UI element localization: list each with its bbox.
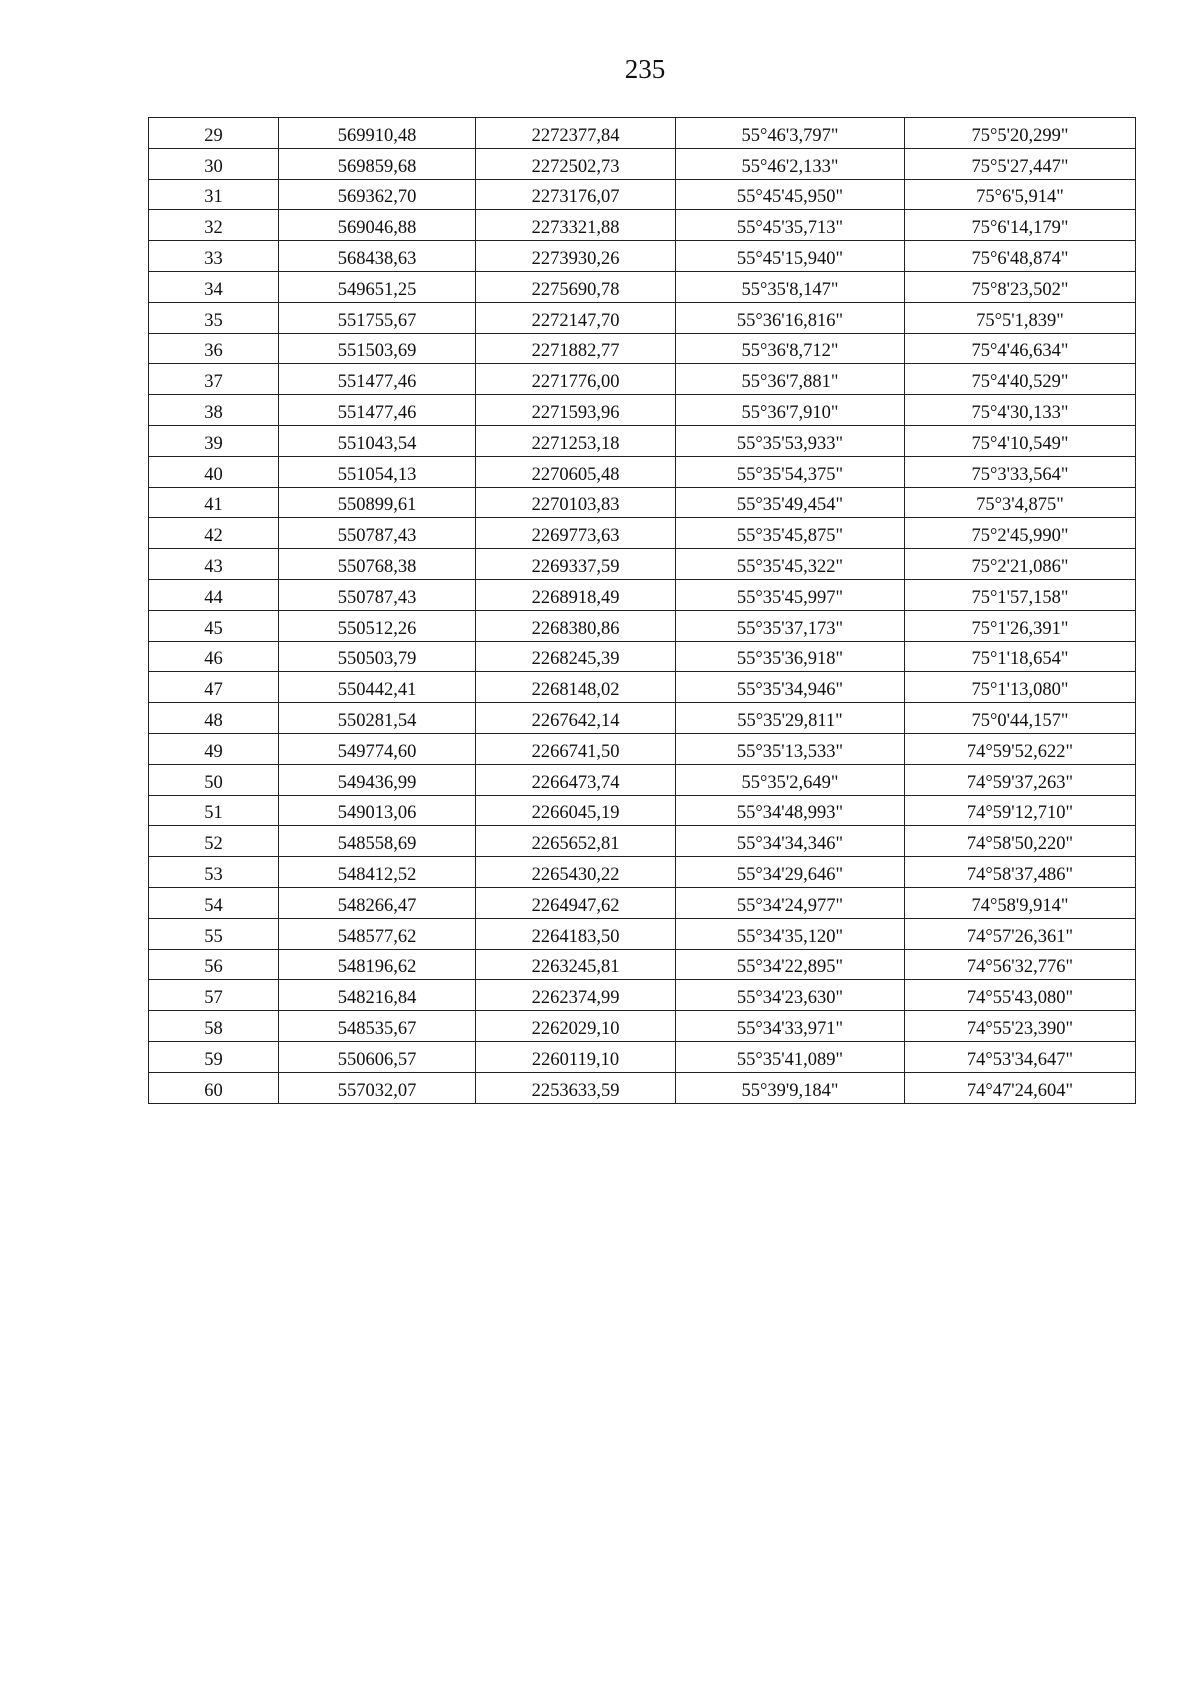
table-row xyxy=(149,118,1136,149)
latitude-cell: 55°46'2,133" xyxy=(676,148,905,179)
table-row xyxy=(149,887,1136,918)
longitude-cell: 75°1'13,080" xyxy=(905,672,1136,703)
x-coordinate-cell: 550442,41 xyxy=(279,672,476,703)
table-row xyxy=(149,148,1136,179)
latitude-cell: 55°45'35,713" xyxy=(676,210,905,241)
point-number-cell: 52 xyxy=(149,826,279,857)
y-coordinate-cell: 2269337,59 xyxy=(476,549,676,580)
table-row xyxy=(149,179,1136,210)
x-coordinate-cell: 549774,60 xyxy=(279,733,476,764)
point-number-cell: 41 xyxy=(149,487,279,518)
latitude-cell: 55°45'15,940" xyxy=(676,241,905,272)
point-number-cell: 54 xyxy=(149,887,279,918)
x-coordinate-cell: 569859,68 xyxy=(279,148,476,179)
longitude-cell: 75°4'30,133" xyxy=(905,395,1136,426)
y-coordinate-cell: 2260119,10 xyxy=(476,1041,676,1072)
point-number-cell: 48 xyxy=(149,703,279,734)
point-number-cell: 58 xyxy=(149,1011,279,1042)
table-row xyxy=(149,302,1136,333)
x-coordinate-cell: 551477,46 xyxy=(279,395,476,426)
y-coordinate-cell: 2270103,83 xyxy=(476,487,676,518)
x-coordinate-cell: 569046,88 xyxy=(279,210,476,241)
latitude-cell: 55°35'53,933" xyxy=(676,425,905,456)
y-coordinate-cell: 2270605,48 xyxy=(476,456,676,487)
y-coordinate-cell: 2272377,84 xyxy=(476,118,676,149)
coordinates-table xyxy=(148,117,1136,1104)
latitude-cell: 55°35'37,173" xyxy=(676,610,905,641)
longitude-cell: 75°1'57,158" xyxy=(905,579,1136,610)
point-number-cell: 51 xyxy=(149,795,279,826)
x-coordinate-cell: 548266,47 xyxy=(279,887,476,918)
latitude-cell: 55°34'24,977" xyxy=(676,887,905,918)
coordinates-table-body xyxy=(149,118,1136,1104)
y-coordinate-cell: 2273176,07 xyxy=(476,179,676,210)
y-coordinate-cell: 2262029,10 xyxy=(476,1011,676,1042)
table-row xyxy=(149,395,1136,426)
longitude-cell: 74°55'23,390" xyxy=(905,1011,1136,1042)
longitude-cell: 75°3'4,875" xyxy=(905,487,1136,518)
longitude-cell: 75°6'48,874" xyxy=(905,241,1136,272)
y-coordinate-cell: 2271593,96 xyxy=(476,395,676,426)
x-coordinate-cell: 548216,84 xyxy=(279,980,476,1011)
table-row xyxy=(149,579,1136,610)
point-number-cell: 31 xyxy=(149,179,279,210)
point-number-cell: 36 xyxy=(149,333,279,364)
x-coordinate-cell: 550606,57 xyxy=(279,1041,476,1072)
x-coordinate-cell: 548412,52 xyxy=(279,857,476,888)
latitude-cell: 55°35'2,649" xyxy=(676,764,905,795)
latitude-cell: 55°35'54,375" xyxy=(676,456,905,487)
point-number-cell: 32 xyxy=(149,210,279,241)
longitude-cell: 75°1'18,654" xyxy=(905,641,1136,672)
table-row xyxy=(149,918,1136,949)
longitude-cell: 74°53'34,647" xyxy=(905,1041,1136,1072)
y-coordinate-cell: 2271882,77 xyxy=(476,333,676,364)
table-row xyxy=(149,857,1136,888)
x-coordinate-cell: 548577,62 xyxy=(279,918,476,949)
table-row xyxy=(149,672,1136,703)
x-coordinate-cell: 569910,48 xyxy=(279,118,476,149)
latitude-cell: 55°34'48,993" xyxy=(676,795,905,826)
table-row xyxy=(149,1072,1136,1103)
y-coordinate-cell: 2267642,14 xyxy=(476,703,676,734)
point-number-cell: 30 xyxy=(149,148,279,179)
latitude-cell: 55°35'41,089" xyxy=(676,1041,905,1072)
longitude-cell: 75°2'45,990" xyxy=(905,518,1136,549)
table-row xyxy=(149,703,1136,734)
y-coordinate-cell: 2273321,88 xyxy=(476,210,676,241)
x-coordinate-cell: 548196,62 xyxy=(279,949,476,980)
x-coordinate-cell: 548535,67 xyxy=(279,1011,476,1042)
longitude-cell: 74°59'12,710" xyxy=(905,795,1136,826)
x-coordinate-cell: 557032,07 xyxy=(279,1072,476,1103)
table-row xyxy=(149,487,1136,518)
y-coordinate-cell: 2268918,49 xyxy=(476,579,676,610)
latitude-cell: 55°35'34,946" xyxy=(676,672,905,703)
latitude-cell: 55°35'45,997" xyxy=(676,579,905,610)
y-coordinate-cell: 2268148,02 xyxy=(476,672,676,703)
longitude-cell: 74°57'26,361" xyxy=(905,918,1136,949)
y-coordinate-cell: 2275690,78 xyxy=(476,271,676,302)
point-number-cell: 35 xyxy=(149,302,279,333)
longitude-cell: 74°55'43,080" xyxy=(905,980,1136,1011)
table-row xyxy=(149,949,1136,980)
point-number-cell: 57 xyxy=(149,980,279,1011)
y-coordinate-cell: 2262374,99 xyxy=(476,980,676,1011)
y-coordinate-cell: 2272502,73 xyxy=(476,148,676,179)
latitude-cell: 55°35'49,454" xyxy=(676,487,905,518)
x-coordinate-cell: 551503,69 xyxy=(279,333,476,364)
latitude-cell: 55°35'29,811" xyxy=(676,703,905,734)
point-number-cell: 43 xyxy=(149,549,279,580)
longitude-cell: 75°5'20,299" xyxy=(905,118,1136,149)
latitude-cell: 55°35'13,533" xyxy=(676,733,905,764)
table-row xyxy=(149,795,1136,826)
x-coordinate-cell: 551477,46 xyxy=(279,364,476,395)
point-number-cell: 60 xyxy=(149,1072,279,1103)
y-coordinate-cell: 2266741,50 xyxy=(476,733,676,764)
longitude-cell: 74°47'24,604" xyxy=(905,1072,1136,1103)
point-number-cell: 34 xyxy=(149,271,279,302)
table-row xyxy=(149,518,1136,549)
point-number-cell: 29 xyxy=(149,118,279,149)
x-coordinate-cell: 549436,99 xyxy=(279,764,476,795)
longitude-cell: 74°59'52,622" xyxy=(905,733,1136,764)
latitude-cell: 55°36'8,712" xyxy=(676,333,905,364)
point-number-cell: 40 xyxy=(149,456,279,487)
x-coordinate-cell: 550281,54 xyxy=(279,703,476,734)
y-coordinate-cell: 2253633,59 xyxy=(476,1072,676,1103)
y-coordinate-cell: 2266045,19 xyxy=(476,795,676,826)
table-row xyxy=(149,826,1136,857)
latitude-cell: 55°34'35,120" xyxy=(676,918,905,949)
y-coordinate-cell: 2268245,39 xyxy=(476,641,676,672)
table-row xyxy=(149,210,1136,241)
latitude-cell: 55°35'45,875" xyxy=(676,518,905,549)
latitude-cell: 55°35'45,322" xyxy=(676,549,905,580)
latitude-cell: 55°35'36,918" xyxy=(676,641,905,672)
y-coordinate-cell: 2263245,81 xyxy=(476,949,676,980)
table-row xyxy=(149,425,1136,456)
x-coordinate-cell: 550768,38 xyxy=(279,549,476,580)
longitude-cell: 74°58'50,220" xyxy=(905,826,1136,857)
longitude-cell: 75°1'26,391" xyxy=(905,610,1136,641)
table-row xyxy=(149,364,1136,395)
y-coordinate-cell: 2271253,18 xyxy=(476,425,676,456)
latitude-cell: 55°36'16,816" xyxy=(676,302,905,333)
table-row xyxy=(149,549,1136,580)
point-number-cell: 33 xyxy=(149,241,279,272)
point-number-cell: 49 xyxy=(149,733,279,764)
latitude-cell: 55°36'7,910" xyxy=(676,395,905,426)
longitude-cell: 75°4'10,549" xyxy=(905,425,1136,456)
y-coordinate-cell: 2265430,22 xyxy=(476,857,676,888)
x-coordinate-cell: 550503,79 xyxy=(279,641,476,672)
latitude-cell: 55°35'8,147" xyxy=(676,271,905,302)
x-coordinate-cell: 550512,26 xyxy=(279,610,476,641)
point-number-cell: 47 xyxy=(149,672,279,703)
x-coordinate-cell: 550787,43 xyxy=(279,518,476,549)
point-number-cell: 56 xyxy=(149,949,279,980)
latitude-cell: 55°34'23,630" xyxy=(676,980,905,1011)
longitude-cell: 75°3'33,564" xyxy=(905,456,1136,487)
table-row xyxy=(149,456,1136,487)
longitude-cell: 75°6'14,179" xyxy=(905,210,1136,241)
longitude-cell: 75°5'1,839" xyxy=(905,302,1136,333)
x-coordinate-cell: 569362,70 xyxy=(279,179,476,210)
latitude-cell: 55°36'7,881" xyxy=(676,364,905,395)
y-coordinate-cell: 2268380,86 xyxy=(476,610,676,641)
x-coordinate-cell: 550787,43 xyxy=(279,579,476,610)
x-coordinate-cell: 548558,69 xyxy=(279,826,476,857)
y-coordinate-cell: 2264183,50 xyxy=(476,918,676,949)
longitude-cell: 74°58'9,914" xyxy=(905,887,1136,918)
latitude-cell: 55°34'33,971" xyxy=(676,1011,905,1042)
y-coordinate-cell: 2271776,00 xyxy=(476,364,676,395)
table-row xyxy=(149,1011,1136,1042)
point-number-cell: 37 xyxy=(149,364,279,395)
point-number-cell: 55 xyxy=(149,918,279,949)
latitude-cell: 55°45'45,950" xyxy=(676,179,905,210)
x-coordinate-cell: 551054,13 xyxy=(279,456,476,487)
x-coordinate-cell: 551043,54 xyxy=(279,425,476,456)
longitude-cell: 74°58'37,486" xyxy=(905,857,1136,888)
y-coordinate-cell: 2269773,63 xyxy=(476,518,676,549)
longitude-cell: 75°4'40,529" xyxy=(905,364,1136,395)
table-row xyxy=(149,980,1136,1011)
table-row xyxy=(149,333,1136,364)
longitude-cell: 75°5'27,447" xyxy=(905,148,1136,179)
x-coordinate-cell: 551755,67 xyxy=(279,302,476,333)
latitude-cell: 55°34'34,346" xyxy=(676,826,905,857)
table-row xyxy=(149,1041,1136,1072)
latitude-cell: 55°34'22,895" xyxy=(676,949,905,980)
point-number-cell: 45 xyxy=(149,610,279,641)
y-coordinate-cell: 2265652,81 xyxy=(476,826,676,857)
table-row xyxy=(149,271,1136,302)
longitude-cell: 75°6'5,914" xyxy=(905,179,1136,210)
point-number-cell: 53 xyxy=(149,857,279,888)
x-coordinate-cell: 549013,06 xyxy=(279,795,476,826)
table-row xyxy=(149,241,1136,272)
longitude-cell: 75°2'21,086" xyxy=(905,549,1136,580)
x-coordinate-cell: 550899,61 xyxy=(279,487,476,518)
point-number-cell: 50 xyxy=(149,764,279,795)
longitude-cell: 75°0'44,157" xyxy=(905,703,1136,734)
point-number-cell: 44 xyxy=(149,579,279,610)
longitude-cell: 74°59'37,263" xyxy=(905,764,1136,795)
table-row xyxy=(149,733,1136,764)
y-coordinate-cell: 2272147,70 xyxy=(476,302,676,333)
table-row xyxy=(149,610,1136,641)
page-number: 235 xyxy=(624,54,666,84)
point-number-cell: 42 xyxy=(149,518,279,549)
table-row xyxy=(149,641,1136,672)
table-row xyxy=(149,764,1136,795)
y-coordinate-cell: 2273930,26 xyxy=(476,241,676,272)
y-coordinate-cell: 2264947,62 xyxy=(476,887,676,918)
longitude-cell: 75°8'23,502" xyxy=(905,271,1136,302)
point-number-cell: 39 xyxy=(149,425,279,456)
point-number-cell: 38 xyxy=(149,395,279,426)
x-coordinate-cell: 568438,63 xyxy=(279,241,476,272)
longitude-cell: 75°4'46,634" xyxy=(905,333,1136,364)
longitude-cell: 74°56'32,776" xyxy=(905,949,1136,980)
latitude-cell: 55°46'3,797" xyxy=(676,118,905,149)
point-number-cell: 59 xyxy=(149,1041,279,1072)
latitude-cell: 55°39'9,184" xyxy=(676,1072,905,1103)
latitude-cell: 55°34'29,646" xyxy=(676,857,905,888)
point-number-cell: 46 xyxy=(149,641,279,672)
y-coordinate-cell: 2266473,74 xyxy=(476,764,676,795)
x-coordinate-cell: 549651,25 xyxy=(279,271,476,302)
